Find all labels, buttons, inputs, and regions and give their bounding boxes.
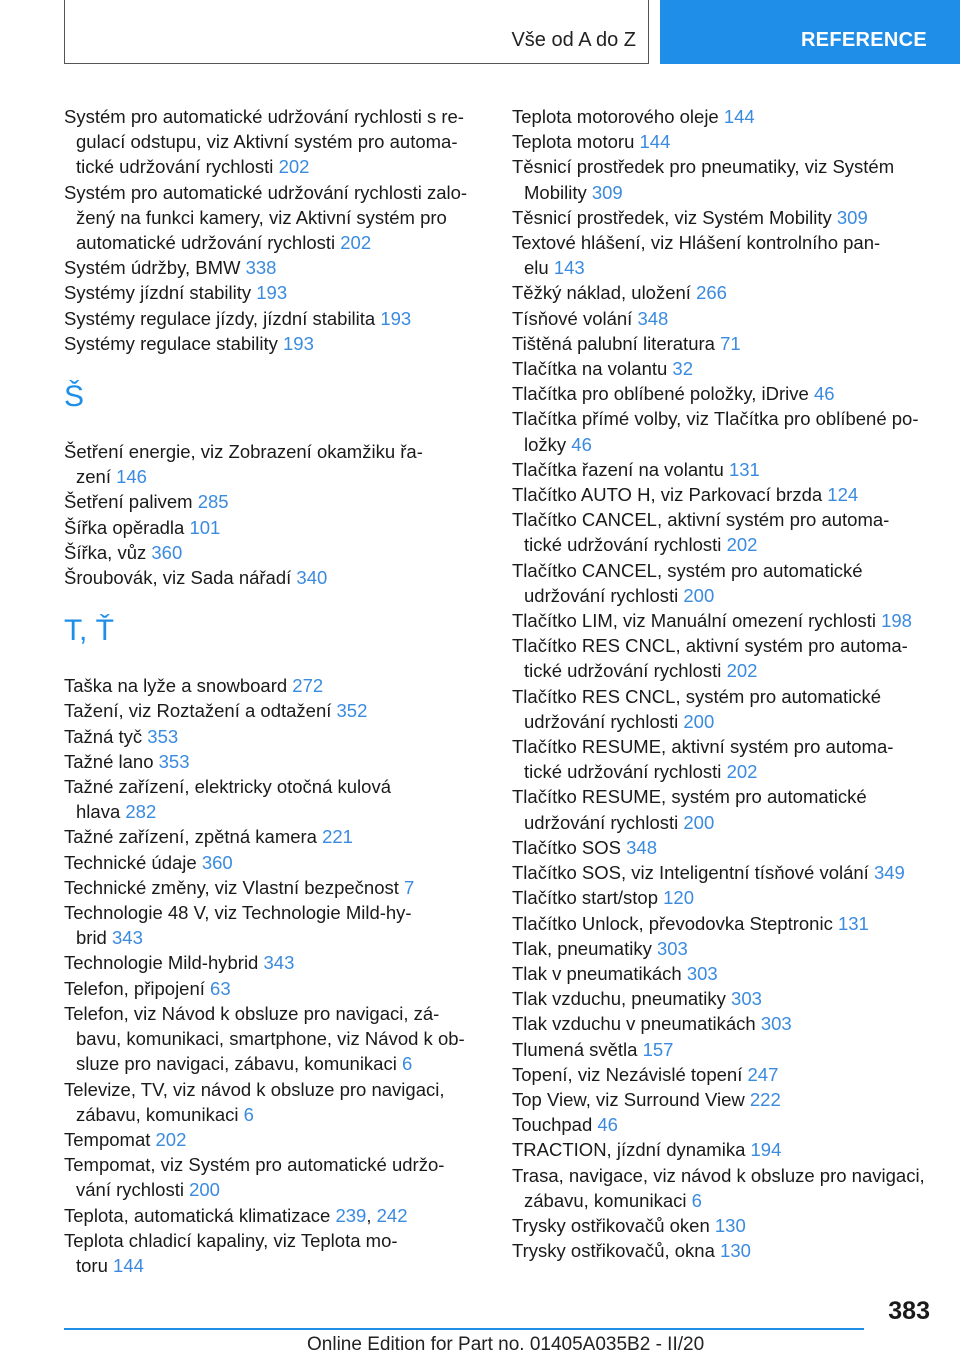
page-reference-link[interactable]: 309 (591, 181, 623, 203)
index-entry-text: Systémy jízdní stability (64, 282, 252, 304)
page-reference-link[interactable]: 352 (336, 700, 368, 722)
index-entry (512, 608, 932, 633)
index-entry-text: Technologie 48 V, viz Technologie Mild-hy- (64, 902, 412, 924)
index-entry-text: Systém pro automatické udržování rychlosti zalo- (64, 181, 468, 203)
index-entry-continuation (512, 810, 932, 835)
index-letter-heading: T, Ť (64, 614, 114, 648)
index-entry-text: automatické udržování rychlosti (76, 232, 336, 254)
index-entry (512, 406, 932, 431)
index-entry (512, 885, 932, 910)
index-entry-continuation (512, 255, 932, 280)
page-reference-link[interactable]: 202 (726, 761, 758, 783)
index-entry-text: ložky (524, 433, 567, 455)
page-reference-link[interactable]: 309 (836, 206, 868, 228)
index-entry (64, 565, 484, 590)
index-entry (512, 961, 932, 986)
index-entry (512, 1087, 932, 1112)
index-entry-text: Tlačítko RES CNCL, aktivní systém pro automa- (512, 635, 908, 657)
index-entry (512, 835, 932, 860)
index-entry-text: zení (76, 466, 111, 488)
index-entry-text: Systém údržby, BMW (64, 257, 241, 279)
index-entry (64, 673, 484, 698)
index-entry (64, 1152, 484, 1177)
index-column-right (512, 104, 932, 1263)
index-entry (64, 749, 484, 774)
index-entry-continuation (512, 180, 932, 205)
page-reference-link[interactable]: 193 (256, 282, 288, 304)
index-entry (512, 1137, 932, 1162)
index-entry-text: žený na funkci kamery, viz Aktivní systém pro (76, 206, 447, 228)
page-reference-link[interactable]: 193 (283, 332, 314, 354)
page-reference-link[interactable]: 157 (642, 1038, 674, 1060)
index-entry-text: Tlumená světla (512, 1038, 638, 1060)
index-entry (64, 439, 484, 464)
page-reference-link[interactable]: 247 (747, 1063, 779, 1085)
page-reference-link[interactable]: 303 (686, 962, 718, 984)
page-reference-link[interactable]: 349 (873, 862, 905, 884)
index-entry (512, 1011, 932, 1036)
index-entry-text: tické udržování rychlosti (524, 534, 722, 556)
index-entry-text: Tlačítko CANCEL, systém pro automatické (512, 559, 863, 581)
index-entry-text: Teplota chladicí kapaliny, viz Teplota mo- (64, 1229, 398, 1251)
index-entry-text: Těsnicí prostředek pro pneumatiky, viz Systém (512, 156, 895, 178)
page-reference-link[interactable]: 202 (155, 1128, 187, 1150)
index-entry (512, 1062, 932, 1087)
index-entry-text: Tlačítko start/stop (512, 887, 658, 909)
index-entry-text: Telefon, viz Návod k obsluze pro navigaci, zá- (64, 1002, 440, 1024)
index-entry-text: Šetření energie, viz Zobrazení okamžiku řa- (64, 441, 423, 463)
index-entry-continuation (512, 432, 932, 457)
page-reference-link[interactable]: 338 (245, 257, 277, 279)
index-entry-text: Teplota motoru (512, 131, 635, 153)
index-entry (512, 104, 932, 129)
page-reference-link[interactable]: 32 (672, 358, 693, 380)
index-entry-continuation (64, 1253, 484, 1278)
chapter-title: Vše od A do Z (511, 29, 636, 51)
index-entry-text: Televize, TV, viz návod k obsluze pro navigaci, (64, 1078, 445, 1100)
index-entry-text: Touchpad (512, 1114, 593, 1136)
index-entry (512, 280, 932, 305)
index-entry (512, 331, 932, 356)
page-reference-link[interactable]: 200 (683, 811, 715, 833)
index-entry-continuation (64, 129, 484, 154)
section-tab (660, 0, 960, 64)
index-entry (64, 1127, 484, 1152)
index-entry-text: Šroubovák, viz Sada nářadí (64, 567, 292, 589)
index-entry (512, 911, 932, 936)
index-entry (512, 507, 932, 532)
index-entry (64, 950, 484, 975)
index-entry-text: Topení, viz Nezávislé topení (512, 1063, 743, 1085)
index-entry-text: Tlak v pneumatikách (512, 962, 682, 984)
index-entry (512, 684, 932, 709)
index-entry-text: Textové hlášení, viz Hlášení kontrolního pan- (512, 232, 881, 254)
page-reference-link[interactable]: 348 (637, 307, 669, 329)
page-reference-link[interactable]: 131 (837, 912, 869, 934)
index-entry (64, 698, 484, 723)
index-entry-text: Tlačítko Unlock, převodovka Steptronic (512, 912, 833, 934)
index-entry-text: elu (524, 257, 549, 279)
index-entry (512, 129, 932, 154)
index-entry-text: Tlak, pneumatiky (512, 937, 652, 959)
index-entry (64, 724, 484, 749)
index-entry-text: Tištěná palubní literatura (512, 332, 715, 354)
page-reference-link[interactable]: 242 (376, 1204, 408, 1226)
index-entry (64, 1077, 484, 1102)
index-entry-text: Tlačítko RESUME, aktivní systém pro automa- (512, 736, 894, 758)
index-entry (512, 356, 932, 381)
index-entry-text: Tlačítko SOS (512, 836, 621, 858)
page-reference-link[interactable]: 6 (243, 1103, 254, 1125)
page-reference-link[interactable]: 266 (696, 282, 727, 304)
index-entry-continuation (64, 799, 484, 824)
index-entry (512, 936, 932, 961)
index-entry (512, 784, 932, 809)
index-entry (64, 1203, 484, 1228)
index-entry-text: Trysky ostřikovačů, okna (512, 1240, 715, 1262)
index-entry-text: Trysky ostřikovačů oken (512, 1214, 710, 1236)
page-header (0, 0, 960, 65)
index-entry-continuation (64, 925, 484, 950)
index-entry-continuation (512, 1188, 932, 1213)
page-reference-link[interactable]: 348 (626, 836, 657, 858)
index-entry-text: Tlačítka řazení na volantu (512, 458, 724, 480)
index-entry-text: Technologie Mild-hybrid (64, 952, 259, 974)
index-entry-text: toru (76, 1254, 108, 1276)
page-reference-link[interactable]: 303 (760, 1013, 792, 1035)
page-reference-link[interactable]: 303 (731, 988, 762, 1010)
index-entry (64, 1228, 484, 1253)
index-entry (64, 515, 484, 540)
index-entry-continuation (64, 464, 484, 489)
index-entry-text: Tempomat, viz Systém pro automatické udržo- (64, 1154, 445, 1176)
index-entry (512, 860, 932, 885)
index-entry-text: zábavu, komunikaci (76, 1103, 239, 1125)
index-entry-text: Trasa, navigace, viz návod k obsluze pro navigaci, (512, 1164, 925, 1186)
index-entry-text: Technické údaje (64, 851, 197, 873)
index-entry-text: Mobility (524, 181, 587, 203)
index-entry-text: gulací odstupu, viz Aktivní systém pro automa- (76, 131, 458, 153)
index-entry-text: tické udržování rychlosti (76, 156, 274, 178)
index-entry-text: Tažná tyč (64, 725, 143, 747)
page-reference-link[interactable]: 202 (278, 156, 310, 178)
page-reference-link[interactable]: 202 (726, 534, 758, 556)
index-entry-text: Tlačítko SOS, viz Inteligentní tísňové volání (512, 862, 869, 884)
index-entry (512, 1112, 932, 1137)
index-entry (64, 306, 484, 331)
index-entry-text: Systémy regulace stability (64, 332, 278, 354)
index-entry-continuation (64, 230, 484, 255)
index-entry-text: Těsnicí prostředek, viz Systém Mobility (512, 206, 832, 228)
index-entry-text: Tlačítka pro oblíbené položky, iDrive (512, 383, 809, 405)
index-entry (512, 154, 932, 179)
index-entry (512, 230, 932, 255)
index-entry (64, 489, 484, 514)
index-entry-text: Systém pro automatické udržování rychlosti s re- (64, 106, 464, 127)
index-entry-continuation (512, 759, 932, 784)
index-entry-text: Tlak vzduchu v pneumatikách (512, 1013, 756, 1035)
index-entry-text: Šířka, vůz (64, 541, 147, 563)
footer-divider (64, 1328, 864, 1330)
page-reference-link[interactable]: 46 (813, 383, 835, 405)
index-entry-text: udržování rychlosti (524, 584, 679, 606)
index-entry (64, 255, 484, 280)
index-entry-text: Tísňové volání (512, 307, 633, 329)
index-entry-text: udržování rychlosti (524, 710, 679, 732)
index-entry-text: Systémy regulace jízdy, jízdní stabilita (64, 307, 376, 329)
page-reference-link[interactable]: 124 (827, 484, 859, 506)
index-entry-text: bavu, komunikaci, smartphone, viz Návod k ob- (76, 1028, 465, 1050)
index-entry-continuation (512, 658, 932, 683)
index-entry-text: Těžký náklad, uložení (512, 282, 691, 304)
index-entry-text: brid (76, 927, 107, 949)
page-reference-link[interactable]: 7 (404, 876, 415, 898)
page-reference-link[interactable]: 144 (723, 106, 755, 127)
page-reference-link[interactable]: 200 (683, 584, 715, 606)
page-separator: , (366, 1204, 377, 1226)
page-reference-link[interactable]: 202 (726, 660, 758, 682)
chapter-tab (64, 0, 649, 64)
page-reference-link[interactable]: 360 (201, 851, 233, 873)
index-entry (512, 482, 932, 507)
index-entry-text: Top View, viz Surround View (512, 1088, 745, 1110)
page-reference-link[interactable]: 340 (296, 567, 328, 589)
index-entry (64, 976, 484, 1001)
page-reference-link[interactable]: 221 (322, 826, 353, 848)
index-entry-text: Tažení, viz Roztažení a odtažení (64, 700, 332, 722)
page-reference-link[interactable]: 343 (112, 927, 143, 949)
index-entry-text: Tlačítka přímé volby, viz Tlačítka pro oblíbené po- (512, 408, 919, 430)
index-entry-text: TRACTION, jízdní dynamika (512, 1139, 746, 1161)
index-entry-continuation (64, 1051, 484, 1076)
page-reference-link[interactable]: 6 (401, 1053, 413, 1075)
section-title: REFERENCE (800, 29, 927, 51)
index-entry-text: sluze pro navigaci, zábavu, komunikaci (76, 1053, 397, 1075)
footer-edition: Online Edition for Part no. 01405A035B2 - II/20 (307, 1334, 705, 1355)
index-entry (64, 540, 484, 565)
page-reference-link[interactable]: 200 (683, 710, 715, 732)
index-entry-text: Šířka opěradla (64, 516, 185, 538)
index-entry-text: Tažné lano (64, 750, 154, 772)
page-reference-link[interactable]: 193 (380, 307, 412, 329)
page-reference-link[interactable]: 353 (147, 725, 179, 747)
index-entry-text: Tlačítka na volantu (512, 358, 668, 380)
index-entry-text: udržování rychlosti (524, 811, 679, 833)
index-entry-text: Teplota motorového oleje (512, 106, 719, 127)
index-entry (512, 381, 932, 406)
index-entry (512, 1213, 932, 1238)
index-entry-text: Tlačítko LIM, viz Manuální omezení rychlosti (512, 610, 876, 632)
index-entry-text: Tlačítko RES CNCL, systém pro automatické (512, 685, 882, 707)
page-reference-link[interactable]: 200 (189, 1179, 220, 1201)
index-entry-text: Telefon, připojení (64, 977, 205, 999)
page-reference-link[interactable]: 101 (189, 516, 221, 538)
page-reference-link[interactable]: 353 (158, 750, 190, 772)
page-reference-link[interactable]: 120 (663, 887, 695, 909)
index-entry-continuation (512, 532, 932, 557)
index-entry-text: Tempomat (64, 1128, 151, 1150)
index-column-left (64, 104, 484, 1278)
index-letter-heading: Š (64, 380, 85, 414)
index-entry-text: Tlačítko AUTO H, viz Parkovací brzda (512, 484, 823, 506)
page-reference-link[interactable]: 285 (197, 491, 229, 513)
index-entry (512, 457, 932, 482)
index-entry-text: Tažné zařízení, elektricky otočná kulová (64, 776, 391, 798)
index-entry-text: Šetření palivem (64, 491, 193, 513)
index-entry-text: Tlačítko CANCEL, aktivní systém pro automa- (512, 509, 890, 531)
index-entry (512, 306, 932, 331)
index-entry-continuation (64, 1177, 484, 1202)
index-entry (512, 205, 932, 230)
page-reference-link[interactable]: 272 (292, 675, 324, 697)
page-reference-link[interactable]: 143 (553, 257, 585, 279)
index-entry (64, 875, 484, 900)
page-reference-link[interactable]: 222 (749, 1088, 781, 1110)
page-reference-link[interactable]: 144 (113, 1254, 144, 1276)
page-reference-link[interactable]: 198 (881, 610, 912, 632)
page-reference-link[interactable]: 146 (116, 466, 147, 488)
index-entry-continuation (512, 709, 932, 734)
index-entry (512, 558, 932, 583)
index-entry-continuation (512, 583, 932, 608)
index-entry (64, 280, 484, 305)
index-entry-continuation (64, 205, 484, 230)
page-reference-link[interactable]: 130 (720, 1240, 751, 1262)
page-reference-link[interactable]: 343 (263, 952, 295, 974)
index-entry-text: Tažné zařízení, zpětná kamera (64, 826, 317, 848)
page-reference-link[interactable]: 202 (340, 232, 372, 254)
index-entry-text: Tlačítko RESUME, systém pro automatické (512, 786, 867, 808)
index-entry-text: zábavu, komunikaci (524, 1189, 687, 1211)
index-entry (64, 1001, 484, 1026)
index-entry (512, 633, 932, 658)
index-entry (512, 986, 932, 1011)
index-entry (64, 104, 484, 129)
page-reference-link[interactable]: 130 (714, 1214, 746, 1236)
page-reference-link[interactable]: 71 (720, 332, 741, 354)
index-entry-continuation (64, 154, 484, 179)
index-entry (64, 824, 484, 849)
page-reference-link[interactable]: 6 (691, 1189, 702, 1211)
page-reference-link[interactable]: 46 (571, 433, 592, 455)
index-entry-text: hlava (76, 801, 121, 823)
index-entry-text: Tlak vzduchu, pneumatiky (512, 988, 726, 1010)
page-reference-link[interactable]: 282 (125, 801, 157, 823)
page-reference-link[interactable]: 131 (728, 458, 760, 480)
page-reference-link[interactable]: 46 (597, 1114, 618, 1136)
index-entry-text: tické udržování rychlosti (524, 761, 722, 783)
page-reference-link[interactable]: 144 (639, 131, 671, 153)
page-reference-link[interactable]: 63 (210, 977, 231, 999)
index-entry-text: vání rychlosti (76, 1179, 184, 1201)
index-entry-text: tické udržování rychlosti (524, 660, 722, 682)
index-entry (64, 850, 484, 875)
page-reference-link[interactable]: 194 (750, 1139, 782, 1161)
index-entry (512, 734, 932, 759)
page-number: 383 (888, 1297, 930, 1325)
index-entry (64, 180, 484, 205)
page-reference-link[interactable]: 303 (656, 937, 688, 959)
index-entry-text: Technické změny, viz Vlastní bezpečnost (64, 876, 399, 898)
index-entry (512, 1037, 932, 1062)
index-entry (512, 1163, 932, 1188)
index-entry (512, 1238, 932, 1263)
page-reference-link[interactable]: 239 (335, 1204, 367, 1226)
index-entry-text: Taška na lyže a snowboard (64, 675, 288, 697)
index-entry (64, 900, 484, 925)
index-entry (64, 774, 484, 799)
index-entry-text: Teplota, automatická klimatizace (64, 1204, 331, 1226)
index-entry (64, 331, 484, 356)
page-reference-link[interactable]: 360 (151, 541, 183, 563)
index-entry-continuation (64, 1026, 484, 1051)
index-entry-continuation (64, 1102, 484, 1127)
